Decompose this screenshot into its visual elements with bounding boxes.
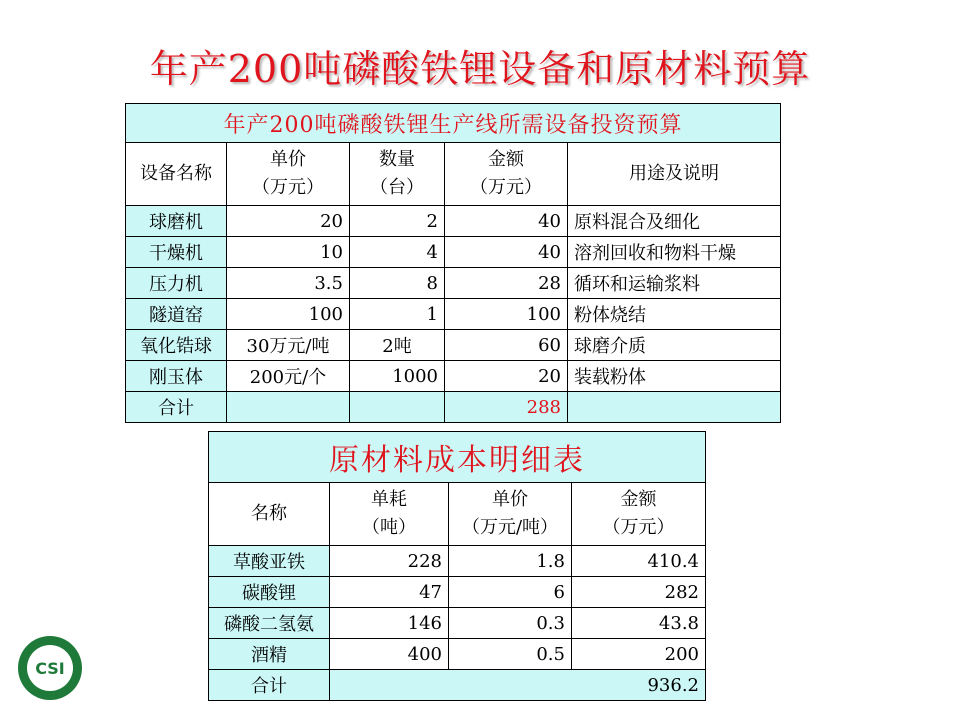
equipment-header-row — [126, 143, 781, 206]
amount: 40 — [445, 237, 568, 268]
materials-cost-table — [208, 431, 706, 701]
equipment-name: 干燥机 — [126, 237, 227, 268]
material-name: 酒精 — [209, 639, 330, 670]
amount: 100 — [445, 299, 568, 330]
table-row — [209, 577, 706, 608]
usage-note: 循环和运输浆料 — [568, 268, 781, 299]
unit-price: 200元/个 — [227, 361, 350, 392]
materials-table-title: 原材料成本明细表 — [209, 432, 706, 483]
quantity: 8 — [350, 268, 445, 299]
quantity: 1 — [350, 299, 445, 330]
header-cell: 金额 （万元） — [572, 483, 706, 546]
usage-note: 溶剂回收和物料干燥 — [568, 237, 781, 268]
unit-price: 20 — [227, 206, 350, 237]
equipment-name: 压力机 — [126, 268, 227, 299]
quantity: 2吨 — [350, 330, 445, 361]
amount: 200 — [572, 639, 706, 670]
unit-price: 10 — [227, 237, 350, 268]
header-cell: 单耗 （吨） — [330, 483, 449, 546]
table-row — [126, 361, 781, 392]
quantity: 1000 — [350, 361, 445, 392]
equipment-name: 球磨机 — [126, 206, 227, 237]
header-cell: 单价 （万元/吨） — [449, 483, 572, 546]
equipment-table-title: 年产200吨磷酸铁锂生产线所需设备投资预算 — [126, 104, 781, 143]
table-row — [209, 639, 706, 670]
amount: 20 — [445, 361, 568, 392]
equipment-name: 刚玉体 — [126, 361, 227, 392]
table-row — [126, 268, 781, 299]
header-cell: 单价 （万元） — [227, 143, 350, 206]
table-row — [209, 608, 706, 639]
header-cell: 名称 — [209, 483, 330, 546]
unit-price: 6 — [449, 577, 572, 608]
table-row — [126, 237, 781, 268]
table-row — [126, 206, 781, 237]
total-row — [209, 670, 706, 701]
header-cell: 金额 （万元） — [445, 143, 568, 206]
unit-price: 0.3 — [449, 608, 572, 639]
amount: 40 — [445, 206, 568, 237]
table-row — [209, 546, 706, 577]
unit-price: 0.5 — [449, 639, 572, 670]
unit-usage: 146 — [330, 608, 449, 639]
unit-usage: 228 — [330, 546, 449, 577]
header-cell: 用途及说明 — [568, 143, 781, 206]
total-row — [126, 392, 781, 423]
usage-note: 装载粉体 — [568, 361, 781, 392]
table-row — [126, 299, 781, 330]
total-label: 合计 — [209, 670, 330, 701]
usage-note: 球磨介质 — [568, 330, 781, 361]
unit-price: 3.5 — [227, 268, 350, 299]
equipment-name: 氧化锆球 — [126, 330, 227, 361]
equipment-table-title-row — [126, 104, 781, 143]
empty-cell — [568, 392, 781, 423]
total-amount: 288 — [445, 392, 568, 423]
amount: 43.8 — [572, 608, 706, 639]
equipment-budget-table — [125, 103, 781, 423]
logo-text: CSI — [27, 645, 73, 691]
unit-price: 1.8 — [449, 546, 572, 577]
material-name: 草酸亚铁 — [209, 546, 330, 577]
header-cell: 数量 （台） — [350, 143, 445, 206]
header-cell: 设备名称 — [126, 143, 227, 206]
equipment-name: 隧道窑 — [126, 299, 227, 330]
total-amount: 936.2 — [330, 670, 706, 701]
page-title: 年产200吨磷酸铁锂设备和原材料预算 — [149, 47, 811, 91]
unit-price: 30万元/吨 — [227, 330, 350, 361]
empty-cell — [227, 392, 350, 423]
quantity: 2 — [350, 206, 445, 237]
amount: 28 — [445, 268, 568, 299]
materials-table-title-row — [209, 432, 706, 483]
usage-note: 粉体烧结 — [568, 299, 781, 330]
quantity: 4 — [350, 237, 445, 268]
empty-cell — [350, 392, 445, 423]
material-name: 磷酸二氢氨 — [209, 608, 330, 639]
logo — [18, 636, 82, 700]
usage-note: 原料混合及细化 — [568, 206, 781, 237]
amount: 60 — [445, 330, 568, 361]
unit-usage: 400 — [330, 639, 449, 670]
unit-price: 100 — [227, 299, 350, 330]
material-name: 碳酸锂 — [209, 577, 330, 608]
materials-header-row — [209, 483, 706, 546]
unit-usage: 47 — [330, 577, 449, 608]
table-row — [126, 330, 781, 361]
amount: 410.4 — [572, 546, 706, 577]
total-label: 合计 — [126, 392, 227, 423]
amount: 282 — [572, 577, 706, 608]
